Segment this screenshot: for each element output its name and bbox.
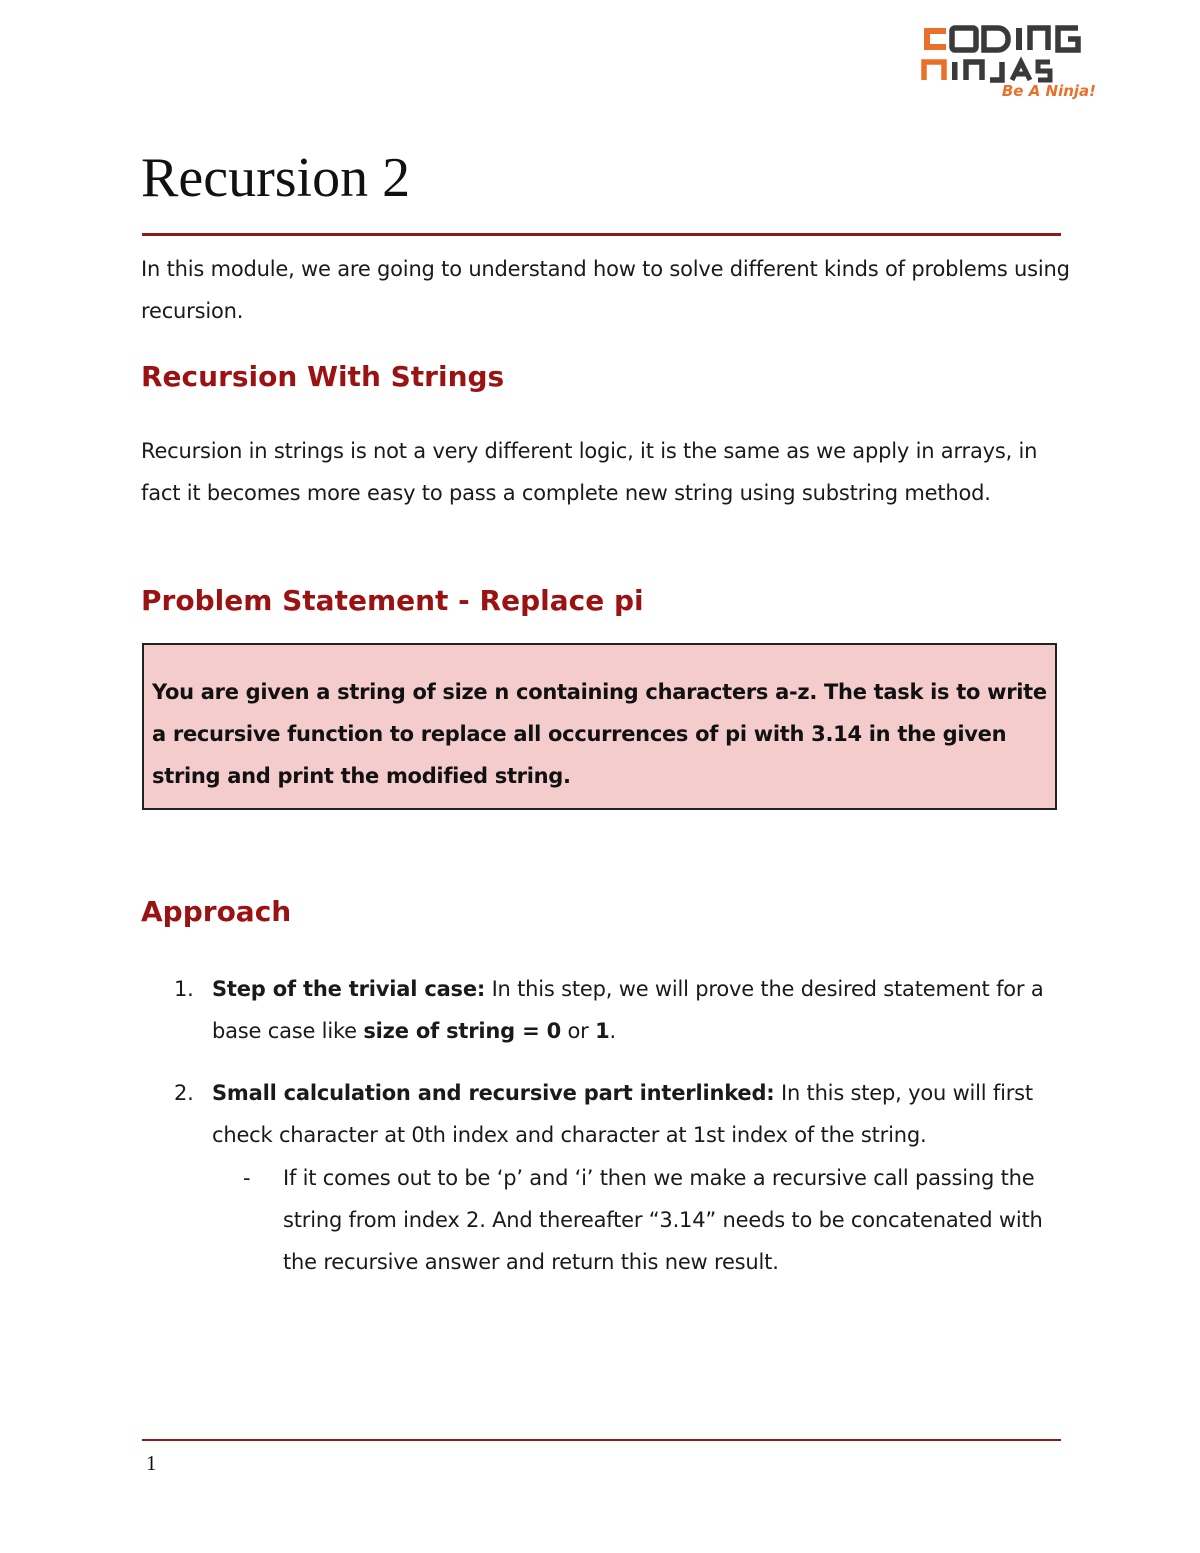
list-number: 2. <box>174 1081 194 1105</box>
step-title: Small calculation and recursive part interlinked: <box>212 1081 775 1105</box>
sub-item-text: If it comes out to be ‘p’ and ‘i’ then we make a recursive call passing the string from index 2. And thereafter “3.14” needs to be concatenated with the recursive answer and return this new result. <box>283 1166 1043 1274</box>
step-emphasis-one: 1 <box>595 1019 610 1043</box>
list-number: 1. <box>174 977 194 1001</box>
step-text: In this step, we will prove the desired statement for a base case like <box>212 977 1044 1043</box>
heading-problem-statement: Problem Statement - Replace pi <box>141 584 644 617</box>
page-number: 1 <box>146 1451 157 1475</box>
logo-wordmark <box>920 22 1098 84</box>
title-divider <box>142 233 1061 236</box>
heading-approach: Approach <box>141 895 292 928</box>
list-item-text <box>212 1072 1062 1156</box>
sub-bullet: - <box>243 1166 251 1190</box>
intro-paragraph: In this module, we are going to understand how to solve different kinds of problems using recursion. <box>141 257 1070 323</box>
step-title: Step of the trivial case: <box>212 977 486 1001</box>
step-text: In this step, you will first check character at 0th index and character at 1st index of the string. <box>212 1081 1033 1147</box>
footer-divider <box>142 1439 1061 1441</box>
problem-statement-text: You are given a string of size n containing characters a-z. The task is to write a recursive function to replace all occurrences of pi with 3.14 in the given string and print the modified string. <box>152 680 1047 788</box>
list-item-text <box>212 968 1062 1052</box>
step-text-or: or <box>561 1019 596 1043</box>
page-title: Recursion 2 <box>141 147 411 209</box>
heading-recursion-with-strings: Recursion With Strings <box>141 360 505 393</box>
logo-tagline: Be A Ninja! <box>1001 82 1096 100</box>
strings-paragraph: Recursion in strings is not a very different logic, it is the same as we apply in arrays, in fact it becomes more easy to pass a complete new string using substring method. <box>141 439 1038 505</box>
coding-ninjas-logo <box>920 22 1098 102</box>
step-emphasis: size of string = 0 <box>363 1019 562 1043</box>
problem-statement-box <box>142 643 1057 810</box>
step-text-period: . <box>609 1019 616 1043</box>
